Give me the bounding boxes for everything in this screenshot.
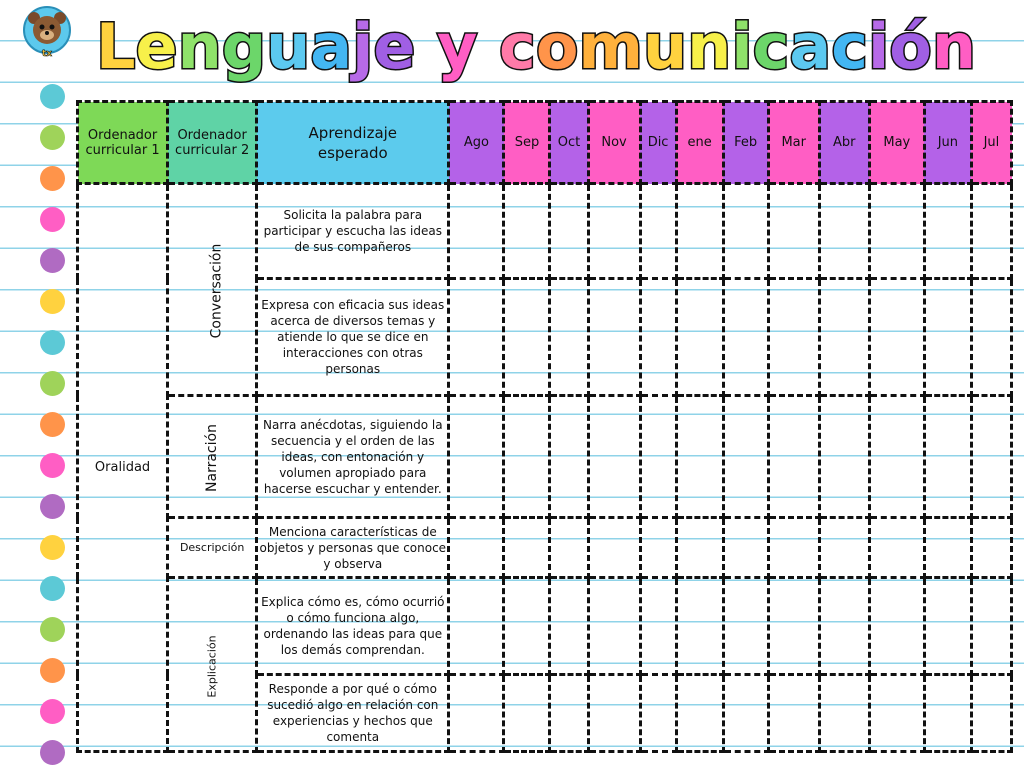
title-letter: j xyxy=(352,10,374,83)
month-cell[interactable] xyxy=(550,279,588,396)
dot xyxy=(40,248,65,273)
month-cell[interactable] xyxy=(504,518,550,578)
curriculum-table xyxy=(76,100,1013,753)
title-letter: n xyxy=(687,10,732,83)
title-letter: o xyxy=(535,10,579,83)
month-cell[interactable] xyxy=(723,518,768,578)
month-cell[interactable] xyxy=(449,578,504,675)
title-letter: u xyxy=(266,10,311,83)
dot xyxy=(40,453,65,478)
dot xyxy=(40,330,65,355)
title-letter: u xyxy=(643,10,688,83)
month-cell[interactable] xyxy=(504,396,550,518)
month-cell[interactable] xyxy=(588,518,640,578)
month-cell[interactable] xyxy=(449,396,504,518)
org2-label: Narración xyxy=(204,424,221,492)
month-cell[interactable] xyxy=(768,578,819,675)
svg-text:Lenguaje y comunicación xyxy=(96,10,976,83)
title-letter: y xyxy=(437,10,478,83)
dot xyxy=(40,166,65,191)
month-cell[interactable] xyxy=(971,184,1011,279)
month-cell[interactable] xyxy=(640,518,676,578)
month-cell[interactable] xyxy=(504,578,550,675)
month-cell[interactable] xyxy=(924,279,971,396)
month-cell[interactable] xyxy=(723,184,768,279)
aprendizaje-cell: Solicita la palabra para participar y escucha las ideas de sus compañeros xyxy=(257,184,449,279)
aprendizaje-cell: Menciona características de objetos y personas que conoce y observa xyxy=(257,518,449,578)
month-header: Jun xyxy=(924,102,971,184)
month-cell[interactable] xyxy=(819,578,869,675)
month-cell[interactable] xyxy=(550,518,588,578)
month-header: May xyxy=(869,102,924,184)
dot xyxy=(40,658,65,683)
month-cell[interactable] xyxy=(449,184,504,279)
month-cell[interactable] xyxy=(504,675,550,752)
month-cell[interactable] xyxy=(768,396,819,518)
month-header: ene xyxy=(676,102,723,184)
org2-label: Conversación xyxy=(208,243,225,339)
dot xyxy=(40,412,65,437)
month-cell[interactable] xyxy=(449,518,504,578)
month-header: Mar xyxy=(768,102,819,184)
month-cell[interactable] xyxy=(869,578,924,675)
month-cell[interactable] xyxy=(768,518,819,578)
month-cell[interactable] xyxy=(869,518,924,578)
table-row xyxy=(78,518,1012,578)
org2-cell xyxy=(168,578,257,752)
bear-logo-icon xyxy=(22,6,72,58)
month-cell[interactable] xyxy=(723,396,768,518)
month-cell[interactable] xyxy=(924,396,971,518)
month-cell[interactable] xyxy=(588,675,640,752)
month-cell[interactable] xyxy=(550,578,588,675)
table-row xyxy=(78,578,1012,675)
month-cell[interactable] xyxy=(723,578,768,675)
title-letter: c xyxy=(752,10,790,83)
month-cell[interactable] xyxy=(588,184,640,279)
month-cell[interactable] xyxy=(676,396,723,518)
dot xyxy=(40,576,65,601)
month-cell[interactable] xyxy=(676,675,723,752)
title-letter: i xyxy=(867,10,890,83)
month-cell[interactable] xyxy=(924,578,971,675)
month-cell[interactable] xyxy=(640,396,676,518)
title-letter: L xyxy=(96,10,136,83)
header-row xyxy=(78,102,1012,184)
month-cell[interactable] xyxy=(971,675,1011,752)
month-cell[interactable] xyxy=(676,518,723,578)
month-cell[interactable] xyxy=(971,518,1011,578)
aprendizaje-cell: Explica cómo es, cómo ocurrió o cómo funciona algo, ordenando las ideas para que los demás comprendan. xyxy=(257,578,449,675)
dot xyxy=(40,699,65,724)
aprendizaje-cell: Narra anécdotas, siguiendo la secuencia y el orden de las ideas, con entonación y volumen apropiado para hacerse escuchar y entender. xyxy=(257,396,449,518)
month-cell[interactable] xyxy=(550,184,588,279)
month-cell[interactable] xyxy=(819,184,869,279)
org2-cell xyxy=(168,184,257,396)
title-letter: a xyxy=(310,10,353,83)
page-title xyxy=(96,6,976,86)
dot xyxy=(40,494,65,519)
title-letter: n xyxy=(177,10,222,83)
month-cell[interactable] xyxy=(924,518,971,578)
title-letter: i xyxy=(731,10,753,83)
header-org1: Ordenador curricular 1 xyxy=(78,102,168,184)
month-cell[interactable] xyxy=(768,675,819,752)
month-cell[interactable] xyxy=(676,578,723,675)
month-header: Dic xyxy=(640,102,676,184)
month-header: Nov xyxy=(588,102,640,184)
title-letter xyxy=(415,10,437,83)
dot xyxy=(40,740,65,765)
month-cell[interactable] xyxy=(768,279,819,396)
title-letter: n xyxy=(931,10,976,83)
month-cell[interactable] xyxy=(449,675,504,752)
month-header: Feb xyxy=(723,102,768,184)
month-cell[interactable] xyxy=(971,578,1011,675)
title-letter: c xyxy=(831,10,868,83)
month-cell[interactable] xyxy=(588,396,640,518)
month-cell[interactable] xyxy=(588,578,640,675)
month-cell[interactable] xyxy=(819,675,869,752)
dot xyxy=(40,289,65,314)
table-row xyxy=(78,396,1012,518)
title-letter xyxy=(477,10,499,83)
month-cell[interactable] xyxy=(550,396,588,518)
title-letter: ó xyxy=(889,10,932,83)
month-cell[interactable] xyxy=(640,279,676,396)
month-cell[interactable] xyxy=(869,279,924,396)
dot xyxy=(40,207,65,232)
title-letter: e xyxy=(135,10,178,83)
title-letter: m xyxy=(578,10,644,83)
org1-cell: Oralidad xyxy=(78,184,168,752)
month-cell[interactable] xyxy=(819,279,869,396)
month-cell[interactable] xyxy=(819,518,869,578)
month-cell[interactable] xyxy=(924,184,971,279)
month-cell[interactable] xyxy=(971,279,1011,396)
month-header: Ago xyxy=(449,102,504,184)
month-cell[interactable] xyxy=(550,675,588,752)
month-cell[interactable] xyxy=(588,279,640,396)
month-cell[interactable] xyxy=(640,578,676,675)
month-cell[interactable] xyxy=(971,396,1011,518)
org2-cell: Descripción xyxy=(168,518,257,578)
month-header: Abr xyxy=(819,102,869,184)
month-cell[interactable] xyxy=(504,279,550,396)
month-cell[interactable] xyxy=(869,675,924,752)
month-cell[interactable] xyxy=(768,184,819,279)
month-cell[interactable] xyxy=(504,184,550,279)
title-letter: a xyxy=(789,10,832,83)
month-header: Oct xyxy=(550,102,588,184)
table-row xyxy=(78,184,1012,279)
dot xyxy=(40,535,65,560)
dot xyxy=(40,125,65,150)
month-cell[interactable] xyxy=(723,675,768,752)
svg-text:tx: tx xyxy=(41,49,53,58)
title-letter: g xyxy=(221,10,267,83)
month-cell[interactable] xyxy=(723,279,768,396)
month-cell[interactable] xyxy=(640,184,676,279)
title-letter: e xyxy=(373,10,416,83)
org2-cell xyxy=(168,396,257,518)
month-cell[interactable] xyxy=(676,184,723,279)
month-cell[interactable] xyxy=(640,675,676,752)
dot xyxy=(40,84,65,109)
month-cell[interactable] xyxy=(819,396,869,518)
month-cell[interactable] xyxy=(869,184,924,279)
header-org2: Ordenador curricular 2 xyxy=(168,102,257,184)
dot xyxy=(40,371,65,396)
aprendizaje-cell: Responde a por qué o cómo sucedió algo en relación con experiencias y hechos que comenta xyxy=(257,675,449,752)
month-cell[interactable] xyxy=(676,279,723,396)
title-letter: c xyxy=(499,10,536,83)
aprendizaje-cell: Expresa con eficacia sus ideas acerca de diversos temas y atiende lo que se dice en interacciones con otras personas xyxy=(257,279,449,396)
month-header: Sep xyxy=(504,102,550,184)
org2-label: Explicación xyxy=(205,635,219,698)
month-cell[interactable] xyxy=(869,396,924,518)
header-aprendizaje: Aprendizaje esperado xyxy=(257,102,449,184)
month-cell[interactable] xyxy=(449,279,504,396)
dot xyxy=(40,617,65,642)
month-cell[interactable] xyxy=(924,675,971,752)
month-header: Jul xyxy=(971,102,1011,184)
